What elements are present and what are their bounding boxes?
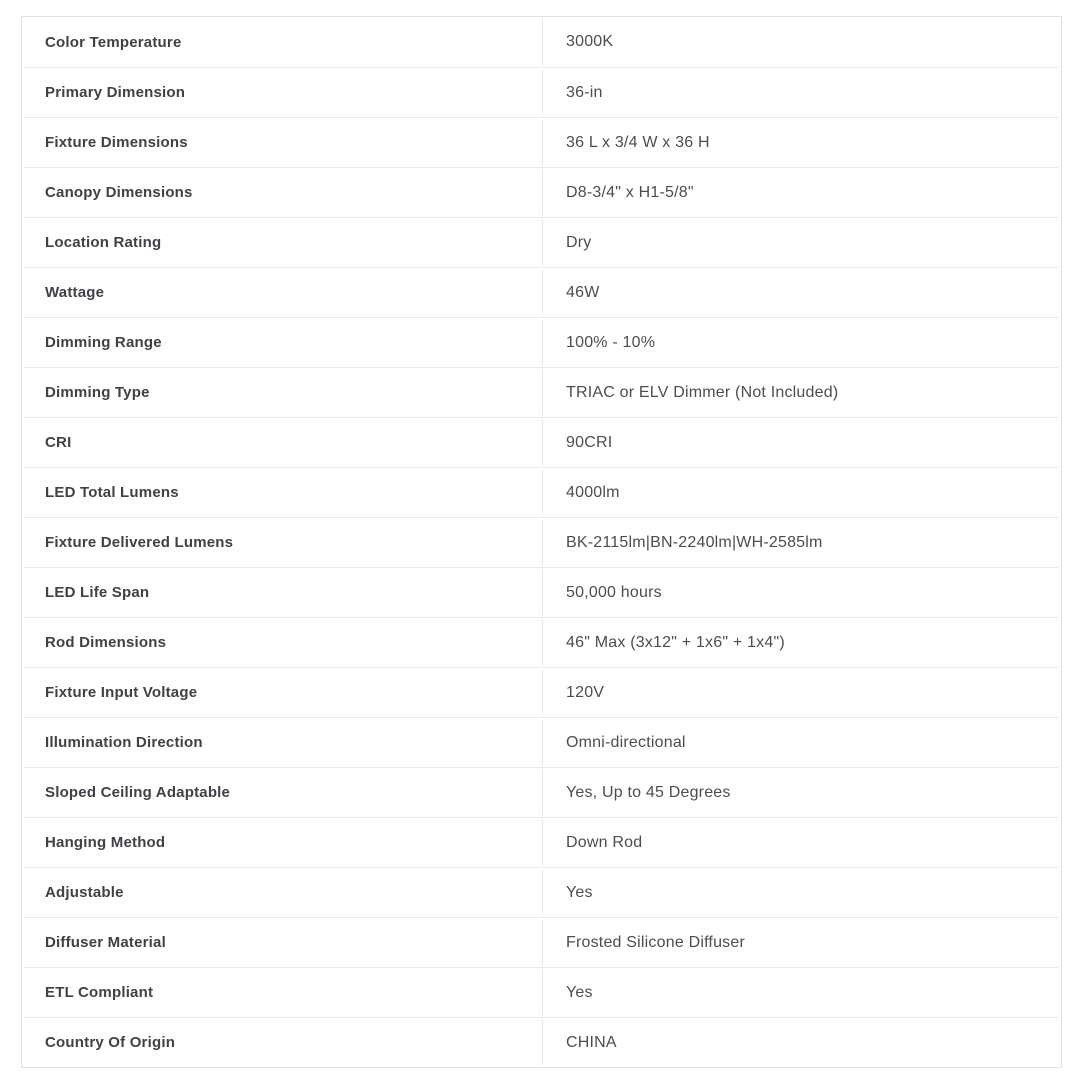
spec-label: LED Life Span [45, 584, 150, 601]
spec-value: 46" Max (3x12" + 1x6" + 1x4") [542, 618, 1059, 667]
spec-row [24, 367, 1059, 417]
spec-label: Diffuser Material [45, 934, 166, 951]
spec-value: CHINA [542, 1018, 1059, 1067]
spec-label: Fixture Delivered Lumens [45, 534, 234, 551]
spec-label: Sloped Ceiling Adaptable [45, 784, 231, 801]
spec-row [24, 967, 1059, 1017]
spec-row [24, 567, 1059, 617]
spec-value: Yes [542, 868, 1059, 917]
spec-label: Fixture Dimensions [45, 134, 188, 151]
spec-label: Dimming Type [45, 384, 150, 401]
spec-row [24, 867, 1059, 917]
spec-label: Location Rating [45, 234, 162, 251]
spec-row [24, 267, 1059, 317]
spec-label: Canopy Dimensions [45, 184, 193, 201]
spec-row [24, 67, 1059, 117]
spec-label: Country Of Origin [45, 1034, 176, 1051]
spec-row [24, 667, 1059, 717]
spec-label: LED Total Lumens [45, 484, 179, 501]
spec-value: 46W [542, 268, 1059, 317]
spec-row [24, 917, 1059, 967]
spec-value: TRIAC or ELV Dimmer (Not Included) [542, 368, 1059, 417]
spec-label: Dimming Range [45, 334, 162, 351]
spec-value: 90CRI [542, 418, 1059, 467]
spec-value: D8-3/4" x H1-5/8" [542, 168, 1059, 217]
spec-value: BK-2115lm|BN-2240lm|WH-2585lm [542, 518, 1059, 567]
spec-label: Primary Dimension [45, 84, 186, 101]
spec-value: 36 L x 3/4 W x 36 H [542, 118, 1059, 167]
spec-value: 36-in [542, 68, 1059, 117]
spec-label: Adjustable [45, 884, 124, 901]
spec-value: 100% - 10% [542, 318, 1059, 367]
spec-row [24, 1017, 1059, 1067]
spec-label: Color Temperature [45, 33, 182, 51]
spec-value: Yes [542, 968, 1059, 1017]
spec-label: Hanging Method [45, 834, 166, 851]
spec-value: 4000lm [542, 468, 1059, 517]
spec-value: Omni-directional [542, 718, 1059, 767]
spec-row [24, 467, 1059, 517]
spec-value: 120V [542, 668, 1059, 717]
spec-label: Wattage [45, 284, 105, 301]
spec-row [24, 167, 1059, 217]
spec-label: ETL Compliant [45, 984, 154, 1001]
spec-row [24, 617, 1059, 667]
product-spec-table [21, 16, 1062, 1068]
spec-label: Rod Dimensions [45, 634, 167, 651]
spec-row [24, 17, 1059, 67]
spec-value: Dry [542, 218, 1059, 267]
spec-row [24, 817, 1059, 867]
spec-value: 3000K [542, 17, 1059, 67]
spec-value: 50,000 hours [542, 568, 1059, 617]
spec-value: Down Rod [542, 818, 1059, 867]
spec-row [24, 517, 1059, 567]
spec-row [24, 217, 1059, 267]
spec-row [24, 417, 1059, 467]
spec-row [24, 117, 1059, 167]
spec-value: Yes, Up to 45 Degrees [542, 768, 1059, 817]
spec-label: Fixture Input Voltage [45, 684, 198, 701]
spec-label: Illumination Direction [45, 734, 203, 751]
spec-label: CRI [45, 434, 72, 451]
spec-row [24, 717, 1059, 767]
spec-row [24, 767, 1059, 817]
spec-row [24, 317, 1059, 367]
spec-value: Frosted Silicone Diffuser [542, 918, 1059, 967]
